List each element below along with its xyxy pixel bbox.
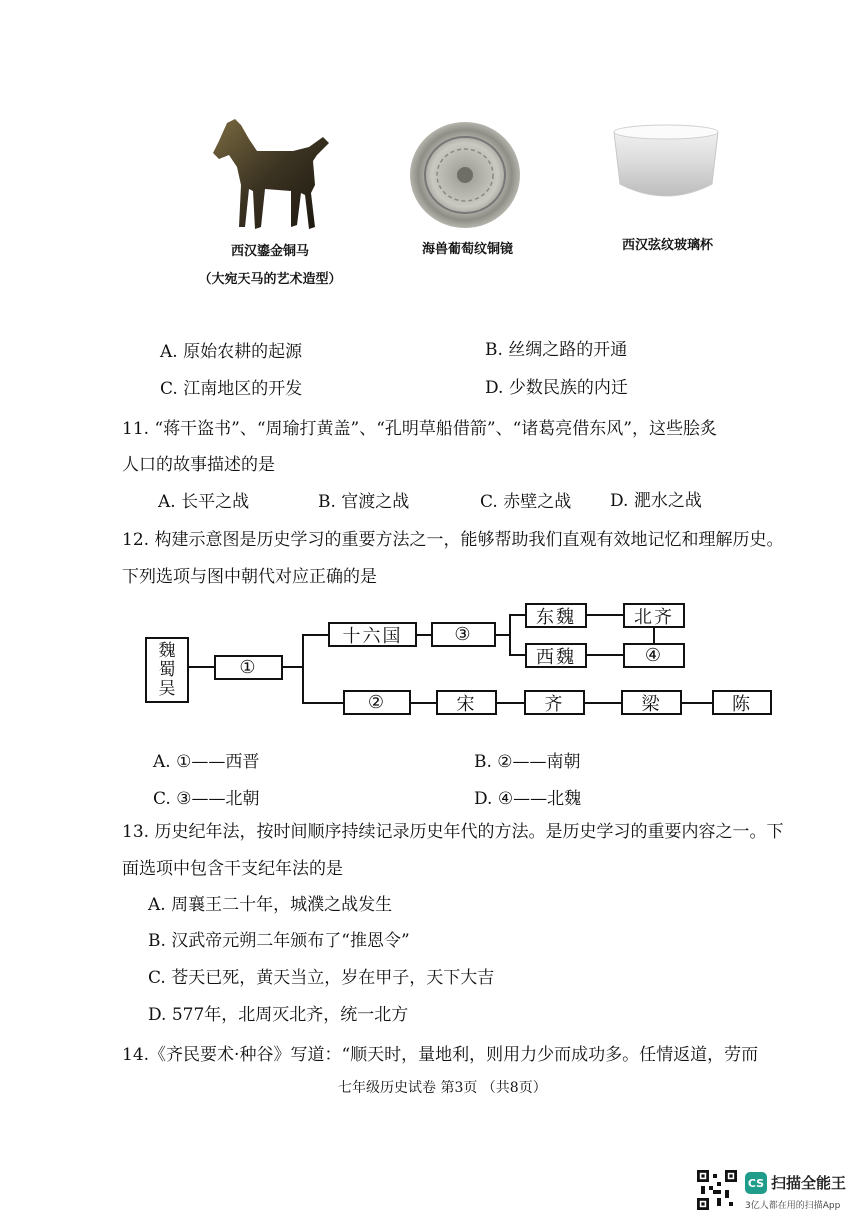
q11-stem-line2: 人口的故事描述的是 bbox=[122, 455, 275, 475]
q11-option-a: A. 长平之战 bbox=[158, 492, 250, 512]
box-4: ④ bbox=[623, 643, 685, 668]
q13-stem-line2: 面选项中包含干支纪年法的是 bbox=[122, 859, 343, 879]
mirror-caption: 海兽葡萄纹铜镜 bbox=[421, 242, 513, 257]
box-xiwei: 西魏 bbox=[525, 643, 587, 668]
q11-option-c: C. 赤壁之战 bbox=[480, 492, 572, 512]
q13-option-c: C. 苍天已死，黄天当立，岁在甲子，天下大吉 bbox=[148, 968, 495, 988]
page-footer: 七年级历史试卷 第3页 （共8页） bbox=[338, 1080, 547, 1096]
q12-stem-line1: 12. 构建示意图是历史学习的重要方法之一，能够帮助我们直观有效地记忆和理解历史。 bbox=[122, 530, 784, 550]
q10-option-a: A. 原始农耕的起源 bbox=[160, 342, 303, 362]
box-liang: 梁 bbox=[621, 690, 682, 715]
horse-subcaption: （大宛天马的艺术造型） bbox=[198, 272, 342, 287]
scanner-brand: 扫描全能王 bbox=[771, 1174, 847, 1192]
horse-caption: 西汉鎏金铜马 bbox=[230, 244, 309, 259]
q10-option-d: D. 少数民族的内迁 bbox=[485, 378, 628, 398]
glass-cup-image bbox=[610, 122, 722, 207]
q10-option-c: C. 江南地区的开发 bbox=[160, 379, 303, 399]
q14-stem-line1: 14.《齐民要术·种谷》写道：“顺天时，量地利，则用力少而成功多。任情返道，劳而 bbox=[122, 1045, 759, 1065]
q13-stem-line1: 13. 历史纪年法，按时间顺序持续记录历史年代的方法。是历史学习的重要内容之一。下 bbox=[122, 822, 784, 842]
q13-option-d: D. 577年，北周灭北齐，统一北方 bbox=[148, 1005, 409, 1025]
gilded-bronze-horse-image bbox=[205, 115, 340, 240]
q13-option-b: B. 汉武帝元朔二年颁布了“推恩令” bbox=[148, 931, 410, 951]
q12-option-d: D. ④——北魏 bbox=[474, 789, 582, 809]
box-qi: 齐 bbox=[524, 690, 585, 715]
box-3: ③ bbox=[431, 622, 496, 647]
box-1: ① bbox=[214, 655, 283, 680]
q12-option-c: C. ③——北朝 bbox=[153, 789, 260, 809]
q10-option-b: B. 丝绸之路的开通 bbox=[485, 340, 628, 360]
box-dongwei: 东魏 bbox=[525, 603, 587, 628]
q12-option-a: A. ①——西晋 bbox=[153, 752, 260, 772]
scanner-brand-sub: 3亿人都在用的扫描App bbox=[745, 1201, 841, 1211]
cup-caption: 西汉弦纹玻璃杯 bbox=[621, 238, 713, 253]
q11-option-d: D. 淝水之战 bbox=[610, 491, 702, 511]
box-beiqi: 北齐 bbox=[623, 603, 685, 628]
box-chen: 陈 bbox=[712, 690, 772, 715]
q12-option-b: B. ②——南朝 bbox=[474, 752, 581, 772]
q11-stem-line1: 11. “蒋干盗书”、“周瑜打黄盖”、“孔明草船借箭”、“诸葛亮借东风”，这些脍炙 bbox=[122, 419, 717, 439]
q11-option-b: B. 官渡之战 bbox=[318, 492, 410, 512]
qr-code-icon bbox=[697, 1170, 737, 1210]
bronze-mirror-image bbox=[408, 120, 523, 230]
q13-option-a: A. 周襄王二十年，城濮之战发生 bbox=[148, 895, 393, 915]
box-wei-shu-wu: 魏 蜀 吴 bbox=[145, 637, 189, 703]
scanner-logo-icon: CS bbox=[745, 1172, 767, 1194]
box-song: 宋 bbox=[436, 690, 497, 715]
box-2: ② bbox=[343, 690, 411, 715]
q12-stem-line2: 下列选项与图中朝代对应正确的是 bbox=[122, 567, 377, 587]
box-sixteen-kingdoms: 十六国 bbox=[328, 622, 417, 647]
